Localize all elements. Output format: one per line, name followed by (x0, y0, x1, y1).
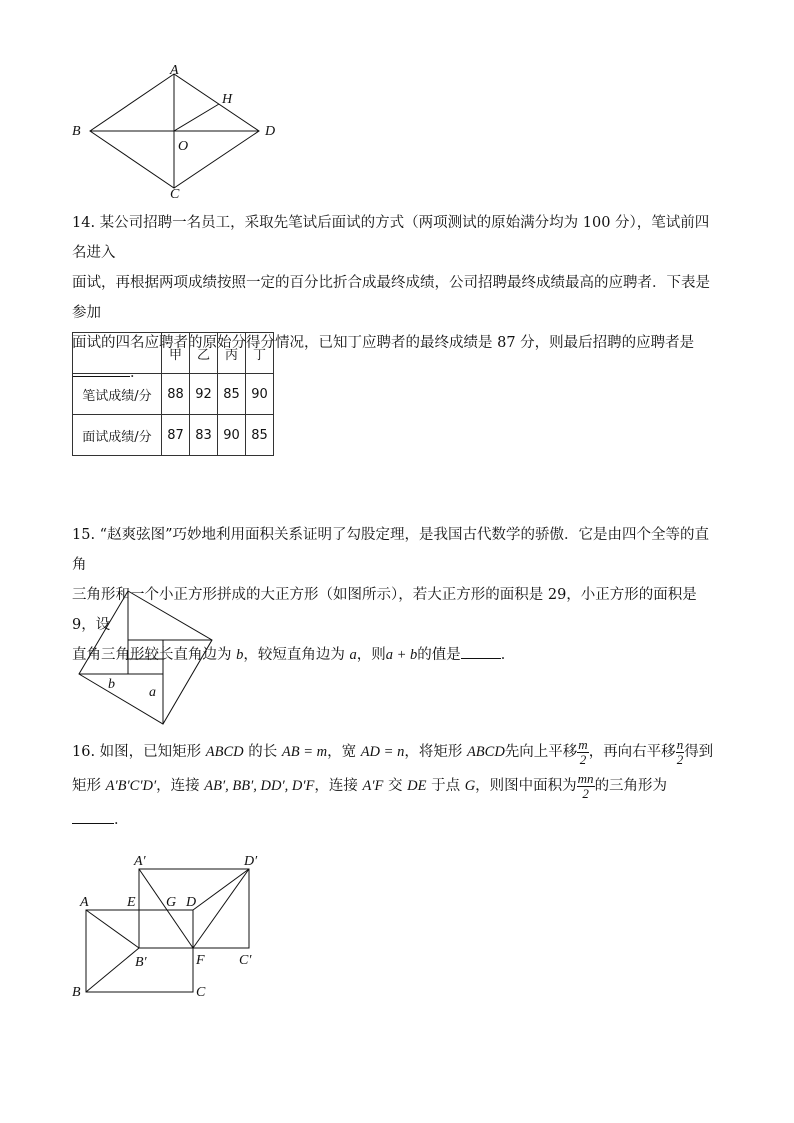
fraction-m-2: $\frac{m}{2}$ (578, 736, 588, 767)
label-B: B (72, 124, 81, 139)
table-row (73, 415, 274, 456)
table-cell: 85 (218, 374, 246, 415)
table-cell: 92 (190, 374, 218, 415)
score-table (72, 332, 274, 456)
label-D: D (265, 124, 276, 139)
label-E: E (127, 895, 136, 910)
label-b: b (108, 677, 115, 692)
q15-line3: 直角三角形较长直角边为 b，较短直角边为 a，则a + b的值是 ． (72, 640, 722, 670)
table-header: 丁 (246, 333, 274, 374)
table-header: 甲 (162, 333, 190, 374)
q15-line2: 三角形和一个小正方形拼成的大正方形（如图所示），若大正方形的面积是 29，小正方形的面积是 9，设 (72, 587, 697, 633)
table-header: 丙 (218, 333, 246, 374)
label-O: O (178, 139, 189, 154)
label-D-prime: D′ (244, 854, 258, 869)
table-row (73, 374, 274, 415)
q16-line3: ． (72, 803, 722, 837)
label-C: C (196, 985, 206, 1000)
fraction-mn-2: $\frac{mn}{2}$ (577, 770, 594, 801)
label-B-prime: B′ (135, 955, 147, 970)
table-header-row (73, 333, 274, 374)
question-16 (72, 735, 722, 837)
label-F: F (196, 953, 205, 968)
label-G: G (166, 895, 177, 910)
label-A: A (170, 63, 179, 78)
row-label: 笔试成绩/分 (73, 374, 162, 415)
q14-line2: 面试，再根据两项成绩按照一定的百分比折合成最终成绩，公司招聘最终成绩最高的应聘者．下表是参加 (72, 275, 710, 321)
answer-blank (72, 805, 114, 824)
table-cell: 88 (162, 374, 190, 415)
label-C: C (170, 187, 180, 202)
table-header: 乙 (190, 333, 218, 374)
table-cell: 83 (190, 415, 218, 456)
q14-line1: 14. 某公司招聘一名员工，采取先笔试后面试的方式（两项测试的原始满分均为 100 分），笔试前四名进入 (72, 215, 710, 261)
label-A: A (80, 895, 89, 910)
table-cell: 90 (218, 415, 246, 456)
q16-line2: 矩形 A′B′C′D′，连接 AB′, BB′, DD′, D′F，连接 A′F 交 DE 于点 G，则图中面积为 $\frac{mn}{2}$ 的三角形为 (72, 770, 668, 801)
q16-line1: 16. 如图，已知矩形 ABCD 的长 AB = m，宽 AD = n，将矩形 ABCD先向上平移 $\frac{m}{2}$ ，再向右平移 $\frac{n}{2}$ 得到 (72, 736, 714, 767)
q14-line4: ． (72, 358, 722, 388)
fraction-n-2: $\frac{n}{2}$ (676, 736, 684, 767)
rhombus-figure (60, 58, 290, 208)
table-cell: 90 (246, 374, 274, 415)
zhao-shuang-figure (70, 585, 230, 730)
label-A-prime: A′ (134, 854, 146, 869)
answer-blank (461, 640, 501, 659)
table-cell: 87 (162, 415, 190, 456)
label-C-prime: C′ (239, 953, 252, 968)
label-a: a (149, 685, 156, 700)
label-D: D (186, 895, 197, 910)
table-corner (73, 333, 162, 374)
table-cell: 85 (246, 415, 274, 456)
translated-rectangles-figure (68, 850, 278, 1005)
label-H: H (222, 92, 233, 107)
q14-line3: 面试的四名应聘者的原始分得分情况，已知丁应聘者的最终成绩是 87 分，则最后招聘的应聘者是 (72, 335, 695, 351)
row-label: 面试成绩/分 (73, 415, 162, 456)
label-B: B (72, 985, 81, 1000)
q15-line1: 15. “赵爽弦图”巧妙地利用面积关系证明了勾股定理，是我国古代数学的骄傲．它是由四个全等的直角 (72, 527, 709, 573)
